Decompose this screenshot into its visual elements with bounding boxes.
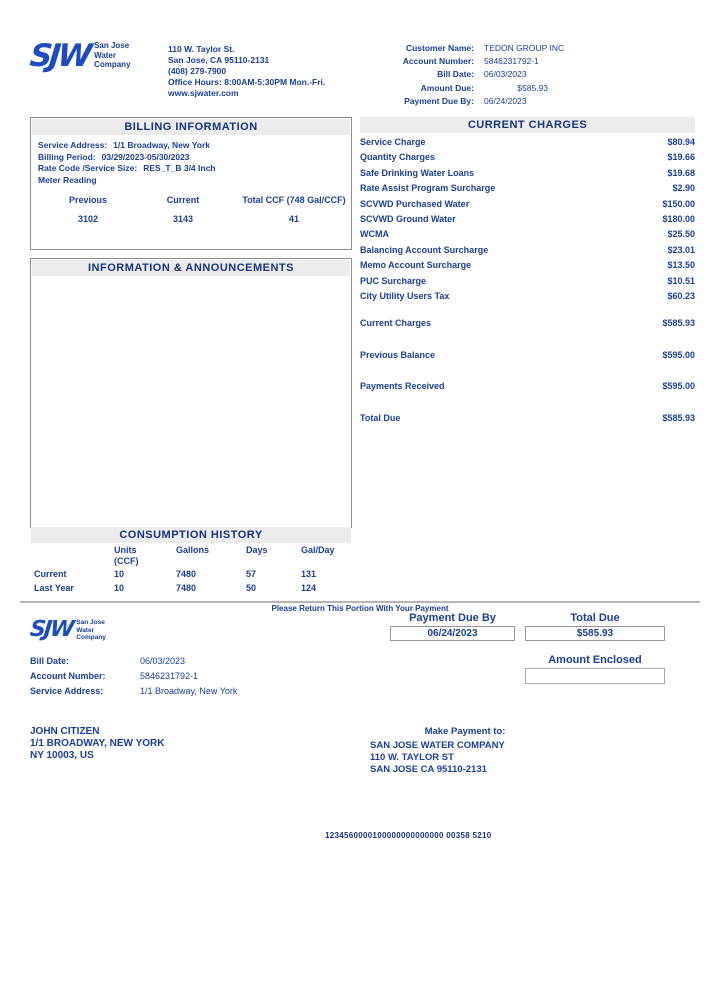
charge-label: PUC Surcharge bbox=[360, 275, 427, 286]
consumption-history-section bbox=[30, 526, 352, 596]
announcements-box bbox=[30, 258, 352, 528]
mailing-address-line: JOHN CITIZEN bbox=[30, 726, 100, 737]
bill-date-row bbox=[368, 68, 564, 81]
company-address-line: Office Hours: 8:00AM-5:30PM Mon.-Fri. bbox=[168, 77, 326, 87]
charge-row bbox=[360, 258, 695, 273]
rate-code-value: RES_T_B 3/4 Inch bbox=[143, 163, 216, 173]
row-current-galday: 131 bbox=[301, 569, 317, 579]
consumption-table bbox=[30, 544, 352, 596]
charge-row bbox=[360, 243, 695, 258]
col-units: Units bbox=[114, 545, 137, 555]
col-days: Days bbox=[246, 545, 268, 555]
meter-current-value: 3143 bbox=[172, 213, 194, 224]
charge-row bbox=[360, 197, 695, 212]
stub-details bbox=[30, 654, 237, 699]
stub-service-address-row bbox=[30, 684, 237, 699]
account-summary bbox=[368, 42, 564, 108]
company-address-line: San Jose, CA 95110-2131 bbox=[168, 55, 270, 65]
charge-amount: $19.66 bbox=[667, 152, 695, 163]
consumption-history-title: CONSUMPTION HISTORY bbox=[31, 527, 351, 543]
remittance-scanline: 1234560000100000000000000 00358 5210 bbox=[325, 831, 492, 840]
row-lastyear-galday: 124 bbox=[301, 583, 317, 593]
stub-payment-due-by-box bbox=[390, 626, 515, 641]
summary-label: Previous Balance bbox=[360, 349, 436, 360]
stub-divider bbox=[20, 601, 700, 603]
mailing-address bbox=[30, 726, 164, 762]
rate-code-row bbox=[38, 163, 344, 175]
charge-amount: $80.94 bbox=[667, 137, 695, 147]
billing-info-title: BILLING INFORMATION bbox=[32, 119, 350, 135]
stub-total-due-box bbox=[525, 626, 665, 641]
summary-label: Current Charges bbox=[360, 318, 432, 329]
sjw-logo-icon: SJW bbox=[28, 617, 74, 642]
row-current-units: 10 bbox=[114, 569, 125, 579]
payee-address bbox=[370, 726, 560, 776]
meter-reading-label: Meter Reading bbox=[38, 174, 97, 185]
company-name-line: Water bbox=[94, 50, 116, 60]
total-due-row bbox=[360, 411, 695, 426]
return-notice: Please Return This Portion With Your Payment bbox=[271, 604, 449, 613]
mailing-address-line: 1/1 BROADWAY, NEW YORK bbox=[30, 738, 165, 749]
amount-enclosed-field[interactable] bbox=[525, 668, 665, 684]
service-address-row bbox=[38, 140, 344, 152]
charge-amount: $60.23 bbox=[667, 291, 695, 302]
mailing-address-line: NY 10003, US bbox=[30, 750, 94, 761]
meter-reading-table bbox=[38, 195, 344, 225]
charge-row bbox=[360, 150, 695, 165]
stub-payment-due-by-value: 06/24/2023 bbox=[427, 628, 478, 639]
company-website: www.sjwater.com bbox=[168, 88, 239, 98]
row-current-gallons: 7480 bbox=[176, 569, 197, 579]
col-units-sub: (CCF) bbox=[114, 556, 139, 566]
company-name-line: Company bbox=[94, 60, 131, 69]
row-lastyear-days: 50 bbox=[246, 583, 257, 593]
previous-balance-row bbox=[360, 348, 695, 363]
customer-name-label: Customer Name: bbox=[405, 43, 474, 53]
amount-due-row bbox=[368, 82, 564, 95]
charge-row bbox=[360, 274, 695, 289]
payment-due-by-label: Payment Due By: bbox=[404, 95, 474, 106]
stub-service-address-label: Service Address: bbox=[30, 686, 104, 696]
account-number-value: 5846231792-1 bbox=[484, 56, 539, 67]
charge-row bbox=[360, 212, 695, 227]
service-address-value: 1/1 Broadway, New York bbox=[113, 140, 210, 150]
company-name-line: Water bbox=[76, 626, 95, 634]
row-lastyear-label: Last Year bbox=[34, 583, 74, 593]
company-name-line: San Jose bbox=[94, 41, 130, 50]
stub-bill-date-row bbox=[30, 654, 237, 669]
stub-company-logo bbox=[30, 616, 106, 644]
stub-bill-date-value: 06/03/2023 bbox=[140, 656, 186, 666]
summary-amount: $595.00 bbox=[662, 381, 695, 392]
stub-service-address-value: 1/1 Broadway, New York bbox=[140, 686, 238, 696]
charge-row bbox=[360, 135, 695, 150]
bill-date-label: Bill Date: bbox=[437, 69, 474, 80]
amount-due-value: $585.93 bbox=[517, 82, 548, 93]
billing-period-value: 03/29/2023-05/30/2023 bbox=[101, 151, 190, 162]
charge-label: SCVWD Purchased Water bbox=[360, 198, 470, 209]
payee-line: 110 W. TAYLOR ST bbox=[370, 752, 454, 763]
company-logo bbox=[30, 36, 131, 76]
rate-code-label: Rate Code /Service Size: bbox=[38, 163, 138, 173]
stub-account-number-label: Account Number: bbox=[30, 671, 106, 681]
billing-info-box bbox=[30, 117, 352, 250]
charge-label: Quantity Charges bbox=[360, 152, 436, 163]
charge-amount: $150.00 bbox=[662, 198, 695, 209]
row-lastyear-units: 10 bbox=[114, 583, 125, 593]
meter-total-value: 41 bbox=[288, 213, 299, 224]
company-name-line: San Jose bbox=[76, 619, 105, 626]
meter-col-previous: Previous bbox=[68, 195, 108, 205]
charge-label: Rate Assist Program Surcharge bbox=[360, 183, 496, 194]
charge-label: Balancing Account Surcharge bbox=[360, 244, 489, 255]
account-number-label: Account Number: bbox=[402, 56, 474, 67]
charge-row bbox=[360, 181, 695, 196]
stub-company-name bbox=[76, 616, 106, 644]
charge-amount: $25.50 bbox=[667, 229, 695, 240]
meter-previous-value: 3102 bbox=[77, 213, 99, 224]
charge-amount: $2.90 bbox=[672, 183, 695, 194]
company-address-line: 110 W. Taylor St. bbox=[168, 44, 235, 54]
charge-label: WCMA bbox=[360, 229, 389, 240]
row-lastyear-gallons: 7480 bbox=[176, 583, 197, 593]
billing-period-label: Billing Period: bbox=[38, 151, 96, 162]
charge-row bbox=[360, 227, 695, 242]
bill-date-value: 06/03/2023 bbox=[484, 69, 527, 80]
charge-amount: $23.01 bbox=[667, 244, 695, 255]
current-charges-section bbox=[360, 117, 695, 426]
make-payment-label: Make Payment to: bbox=[424, 726, 506, 737]
col-gal-day: Gal/Day bbox=[301, 545, 335, 555]
charge-label: SCVWD Ground Water bbox=[360, 214, 456, 225]
stub-bill-date-label: Bill Date: bbox=[30, 656, 70, 666]
stub-total-due-label: Total Due bbox=[570, 612, 620, 624]
charge-label: Memo Account Surcharge bbox=[360, 260, 472, 271]
customer-name-value: TEDON GROUP INC bbox=[484, 43, 565, 53]
summary-amount: $585.93 bbox=[662, 412, 695, 423]
current-charges-title: CURRENT CHARGES bbox=[360, 117, 695, 133]
payee-line: SAN JOSE CA 95110-2131 bbox=[370, 764, 487, 775]
meter-col-total: Total CCF (748 Gal/CCF) bbox=[242, 195, 346, 205]
summary-amount: $595.00 bbox=[662, 349, 695, 360]
sjw-logo-icon: SJW bbox=[28, 38, 91, 74]
service-address-label: Service Address: bbox=[38, 140, 108, 150]
stub-account-number-row bbox=[30, 669, 237, 684]
account-number-row bbox=[368, 55, 564, 68]
company-name-line: Company bbox=[76, 634, 106, 641]
stub-total-due-value: $585.93 bbox=[576, 628, 614, 639]
summary-amount: $585.93 bbox=[662, 318, 695, 329]
charge-amount: $180.00 bbox=[662, 214, 695, 225]
row-current-days: 57 bbox=[246, 569, 257, 579]
announcements-title: INFORMATION & ANNOUNCEMENTS bbox=[32, 260, 350, 276]
company-name bbox=[94, 36, 130, 76]
charge-amount: $19.68 bbox=[667, 167, 695, 178]
current-charges-total-row bbox=[360, 316, 695, 331]
customer-name-row bbox=[368, 42, 564, 55]
charge-amount: $10.51 bbox=[667, 275, 695, 286]
charge-row bbox=[360, 289, 695, 304]
charge-label: Safe Drinking Water Loans bbox=[360, 167, 475, 178]
amount-due-label: Amount Due: bbox=[420, 82, 474, 93]
charge-row bbox=[360, 166, 695, 181]
row-current-label: Current bbox=[34, 569, 67, 579]
col-gallons: Gallons bbox=[176, 545, 210, 555]
stub-account-number-value: 5846231792-1 bbox=[140, 671, 199, 681]
charge-label: City Utility Users Tax bbox=[360, 291, 450, 302]
amount-enclosed-label: Amount Enclosed bbox=[548, 654, 642, 666]
billing-period-row bbox=[38, 152, 344, 164]
charge-label: Service Charge bbox=[360, 137, 426, 147]
company-address bbox=[168, 44, 325, 99]
summary-label: Total Due bbox=[360, 412, 401, 423]
payment-due-by-value: 06/24/2023 bbox=[484, 95, 527, 106]
company-address-line: (408) 279-7900 bbox=[168, 66, 227, 76]
payment-due-by-row bbox=[368, 95, 564, 108]
payee-line: SAN JOSE WATER COMPANY bbox=[370, 740, 505, 751]
payments-received-row bbox=[360, 379, 695, 394]
meter-col-current: Current bbox=[166, 195, 200, 205]
stub-payment-due-by-label: Payment Due By bbox=[409, 612, 496, 624]
summary-label: Payments Received bbox=[360, 381, 445, 392]
charge-amount: $13.50 bbox=[667, 260, 695, 271]
